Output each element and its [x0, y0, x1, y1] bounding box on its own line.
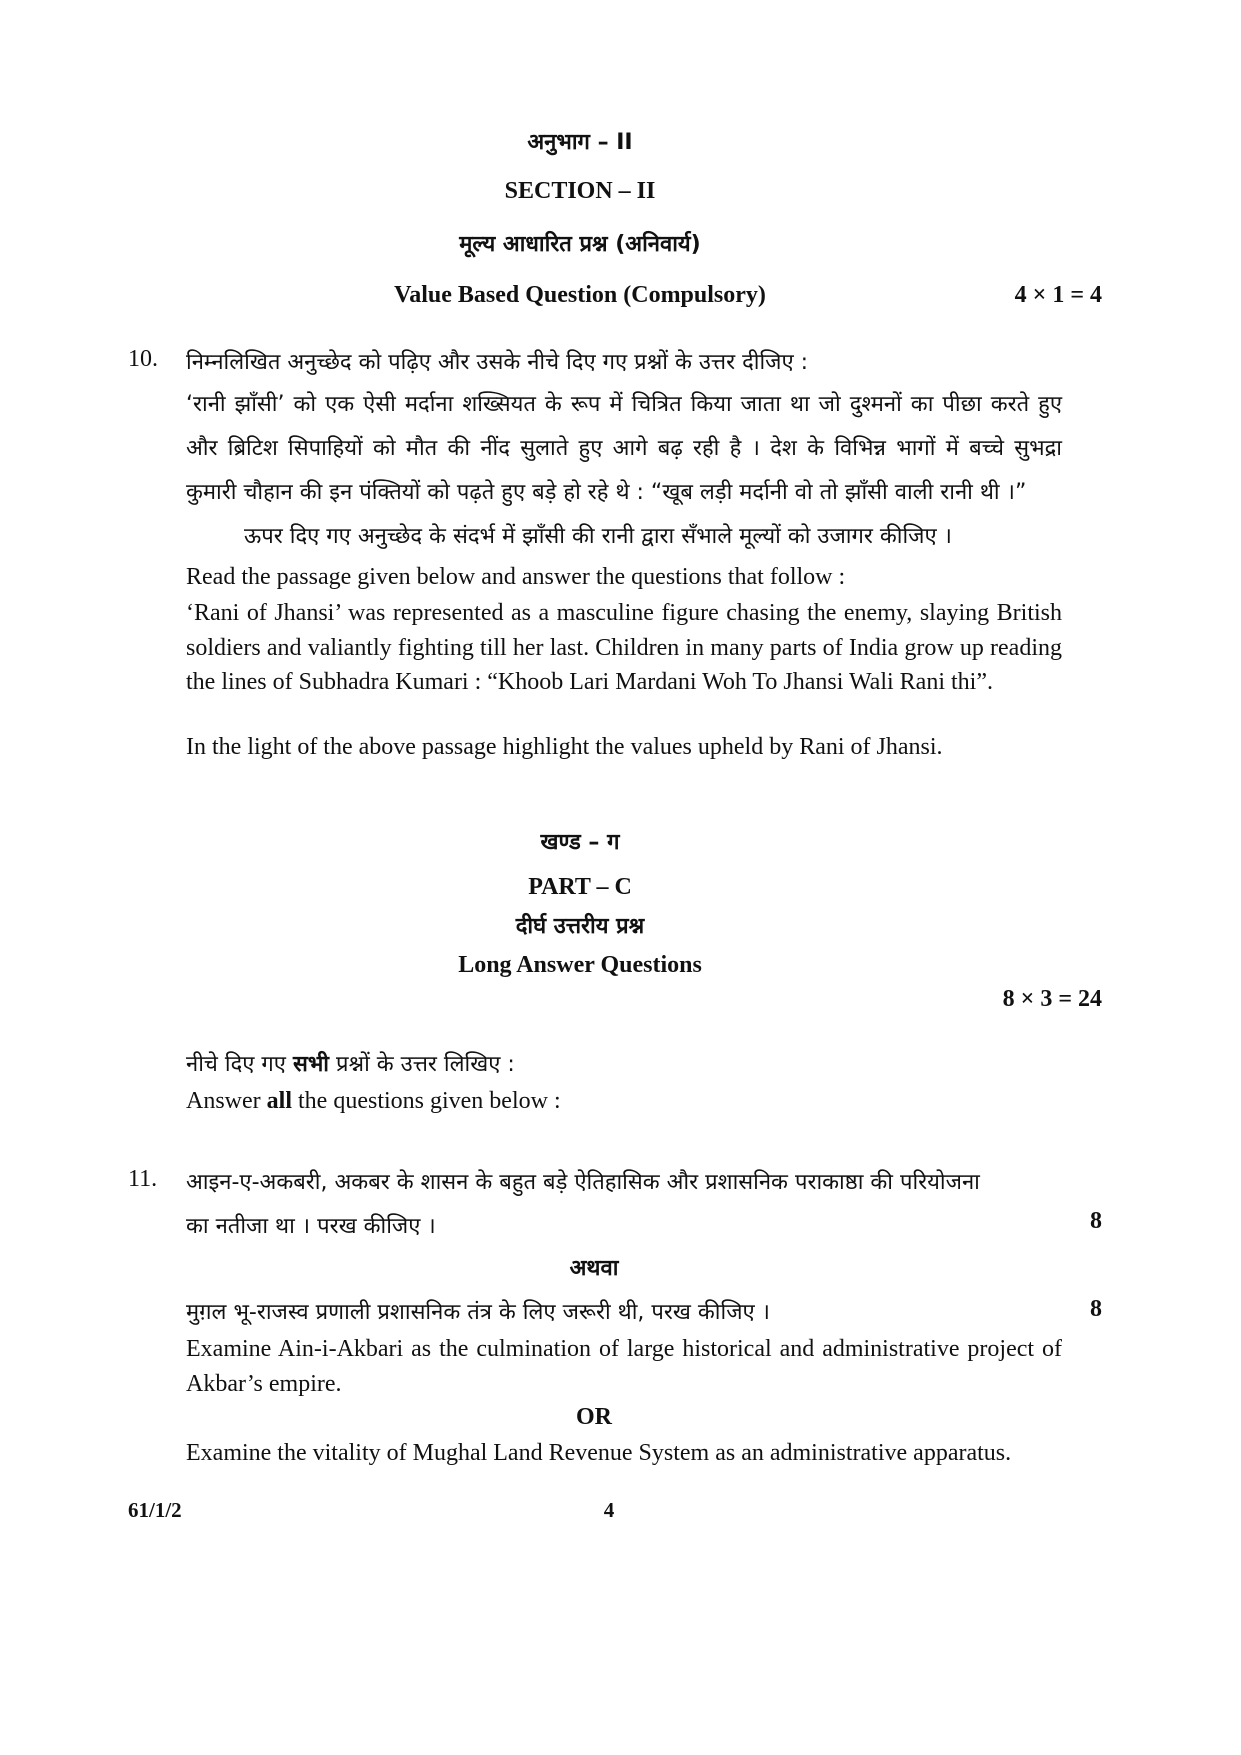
- hindi-question: ऊपर दिए गए अनुच्छेद के संदर्भ में झाँसी की रानी द्वारा सँभाले मूल्यों को उजागर कीजिए ।: [244, 524, 952, 549]
- part-hindi-subheading: दीर्घ उत्तरीय प्रश्न: [515, 914, 645, 939]
- page-number: 4: [603, 1498, 615, 1522]
- english-passage: ‘Rani of Jhansi’ was represented as a masculine figure chasing the enemy, slaying British soldiers and valiantly fighting till her last. Children in many parts of India grow up reading the lines of Subhadra Kumari : “Khoob Lari Mardani Woh To Jhansi Wali Rani thi”.: [186, 600, 1062, 695]
- question-number: 11.: [128, 1166, 158, 1192]
- section-hindi-subheading: मूल्य आधारित प्रश्न (अनिवार्य): [459, 232, 701, 257]
- english-question: Examine Ain-i-Akbari as the culmination of large historical and administrative project of Akbar’s empire.: [186, 1336, 1062, 1397]
- instruction-text: the questions given below :: [292, 1088, 561, 1114]
- english-or: OR: [576, 1404, 612, 1430]
- question-number: 10.: [128, 346, 158, 372]
- question-marks: 8: [1090, 1208, 1102, 1234]
- instruction-text: नीचे दिए गए: [186, 1052, 293, 1077]
- hindi-passage-line: ‘रानी झाँसी’ को एक ऐसी मर्दाना शख्सियत के रूप में चित्रित किया जाता था जो दुश्मनों का पीछा करते हुए: [186, 392, 1062, 417]
- question-marks: 8: [1090, 1296, 1102, 1322]
- section-hindi-heading: अनुभाग – II: [527, 130, 633, 155]
- english-instruction: Read the passage given below and answer the questions that follow :: [186, 564, 846, 590]
- hindi-question-line: आइन-ए-अकबरी, अकबर के शासन के बहुत बड़े ऐतिहासिक और प्रशासनिक पराकाष्ठा की परियोजना: [186, 1170, 980, 1195]
- section-heading: SECTION – II: [504, 178, 656, 204]
- hindi-question-line: का नतीजा था । परख कीजिए ।: [186, 1214, 436, 1239]
- part-english-instruction: [186, 1088, 561, 1115]
- section-marks: 4 × 1 = 4: [1014, 282, 1102, 308]
- hindi-instruction: निम्नलिखित अनुच्छेद को पढ़िए और उसके नीचे दिए गए प्रश्नों के उत्तर दीजिए :: [186, 350, 809, 375]
- english-question: In the light of the above passage highlight the values upheld by Rani of Jhansi.: [186, 734, 943, 760]
- part-marks: 8 × 3 = 24: [1002, 986, 1102, 1012]
- paper-code: 61/1/2: [128, 1498, 182, 1522]
- hindi-or: अथवा: [569, 1256, 619, 1281]
- part-heading: PART – C: [528, 874, 632, 900]
- instruction-emphasis: सभी: [292, 1052, 330, 1077]
- instruction-text: Answer: [186, 1088, 267, 1114]
- hindi-alternative-question: मुग़ल भू-राजस्व प्रणाली प्रशासनिक तंत्र के लिए जरूरी थी, परख कीजिए ।: [186, 1300, 771, 1325]
- part-subheading: Long Answer Questions: [458, 952, 702, 978]
- hindi-passage-line: और ब्रिटिश सिपाहियों को मौत की नींद सुलाते हुए आगे बढ़ रही है । देश के विभिन्न भागों में बच्चे सुभद्रा: [186, 436, 1063, 461]
- section-subheading: Value Based Question (Compulsory): [394, 282, 766, 308]
- instruction-emphasis: all: [266, 1088, 292, 1114]
- instruction-text: प्रश्नों के उत्तर लिखिए :: [329, 1052, 515, 1077]
- part-hindi-instruction: [186, 1048, 515, 1078]
- part-hindi-heading: खण्ड – ग: [540, 830, 620, 855]
- hindi-passage-line: कुमारी चौहान की इन पंक्तियों को पढ़ते हुए बड़े हो रहे थे : “खूब लड़ी मर्दानी वो तो झाँसी वाली रानी थी ।”: [186, 480, 1027, 505]
- english-alternative-question: Examine the vitality of Mughal Land Revenue System as an administrative apparatus.: [186, 1440, 1012, 1466]
